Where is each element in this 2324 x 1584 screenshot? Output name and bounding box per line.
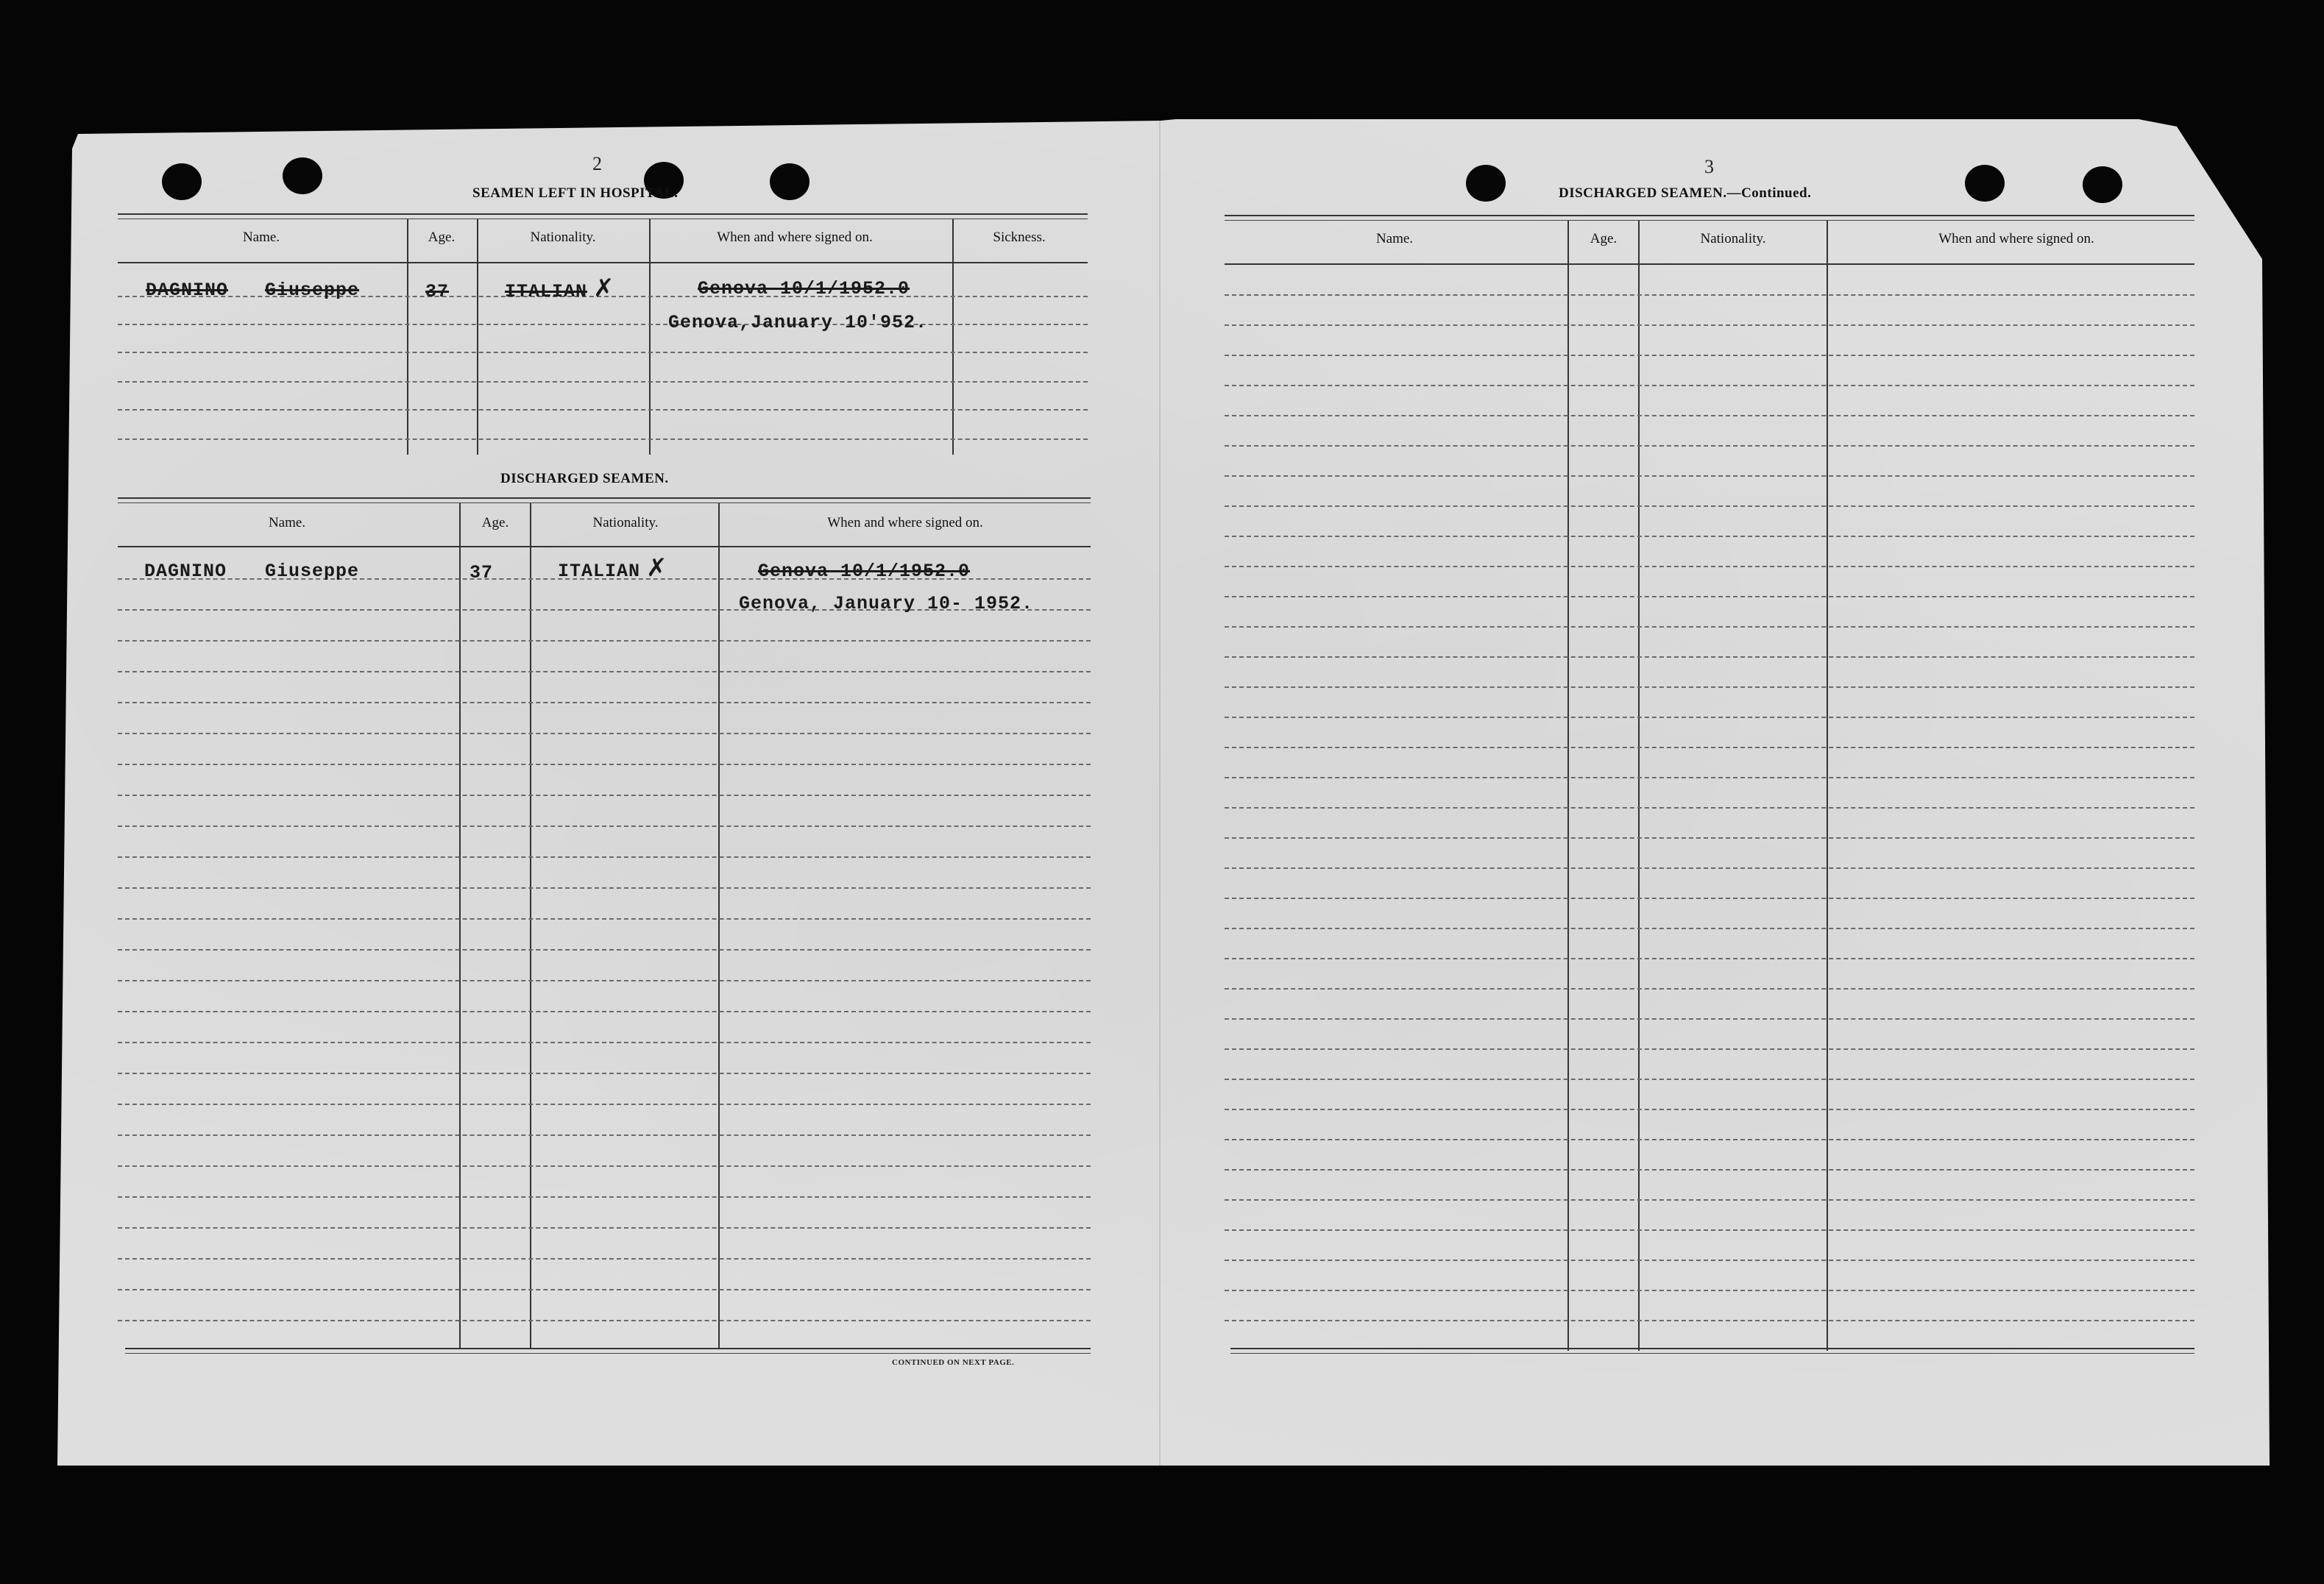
x-mark: ✗ [593,274,614,303]
row-line [1225,837,2194,839]
table-rule [125,1348,1091,1349]
column-divider [407,219,408,455]
document-sheet [57,119,2270,1466]
row-line [118,1073,1091,1074]
row-line [118,1289,1091,1290]
column-header-name: Name. [268,515,306,530]
page-fold [1159,119,1161,1466]
row-line [1225,1139,2194,1140]
hospital-entry-name: DAGNINO [146,280,229,301]
row-line [118,887,1091,889]
row-line [118,409,1088,411]
column-header-signed-on: When and where signed on. [827,515,983,530]
row-line [1225,294,2194,296]
row-line [1225,867,2194,869]
row-line [118,1320,1091,1321]
x-mark: ✗ [646,553,667,583]
row-line [1225,1260,2194,1261]
row-line [1225,1199,2194,1201]
hospital-entry-signed-on: Genova,January 10'952. [668,312,928,333]
row-line [1225,898,2194,899]
page-number: 2 [592,153,602,174]
discharged-entry-given-name: Giuseppe [265,561,360,582]
punch-hole [1965,165,2005,202]
row-line [118,856,1091,858]
row-line [118,324,1088,325]
column-divider [718,503,720,1348]
row-line [118,764,1091,765]
row-line [118,702,1091,703]
column-header-age: Age. [481,515,509,530]
row-line [118,1042,1091,1043]
row-line [118,1227,1091,1229]
row-line [1225,415,2194,416]
table-rule [1225,220,2194,221]
row-line [1225,1079,2194,1080]
row-line [118,1134,1091,1136]
row-line [1225,1320,2194,1321]
column-header-signed-on: When and where signed on. [717,230,873,245]
row-line [118,671,1091,672]
discharged-entry-signed-on: Genova, January 10- 1952. [739,593,1034,614]
row-line [1225,656,2194,658]
row-line [118,1165,1091,1167]
table-rule [1225,263,2194,265]
column-header-signed-on: When and where signed on. [1938,231,2094,246]
column-header-sickness: Sickness. [993,230,1046,245]
row-line [1225,717,2194,718]
hospital-entry-signed-on-struck: Genova 10/1/1952.0 [698,278,910,299]
row-line [1225,445,2194,447]
row-line [118,949,1091,951]
column-header-name: Name. [242,230,280,245]
table-rule [125,1353,1091,1354]
row-line [1225,536,2194,537]
row-line [1225,1109,2194,1110]
column-header-nationality: Nationality. [592,515,659,530]
row-line [1225,1048,2194,1050]
column-header-nationality: Nationality. [1700,231,1766,246]
row-line [1225,1290,2194,1291]
row-line [1225,686,2194,688]
column-divider [477,219,478,455]
column-header-name: Name. [1375,231,1414,246]
row-line [1225,324,2194,326]
row-line [118,1011,1091,1012]
row-line [1225,988,2194,990]
column-divider [1638,221,1640,1351]
continued-footer: CONTINUED ON NEXT PAGE. [892,1358,1015,1367]
row-line [1225,1018,2194,1020]
column-divider [649,219,651,455]
discharged-entry-age: 37 [470,562,494,583]
row-line [118,640,1091,642]
row-line [1225,1229,2194,1231]
punch-hole [1466,165,1506,202]
punch-hole [283,157,322,194]
row-line [1225,807,2194,809]
row-line [118,1196,1091,1198]
row-line [118,733,1091,734]
table-rule [118,502,1091,503]
table-rule [118,546,1091,547]
row-line [1225,958,2194,959]
row-line [1225,626,2194,628]
row-line [1225,596,2194,597]
column-divider [459,503,461,1348]
table-rule [1230,1348,2194,1349]
table-rule [118,213,1088,215]
column-divider [952,219,954,455]
row-line [118,352,1088,353]
row-line [118,381,1088,383]
row-line [1225,928,2194,929]
row-line [1225,505,2194,507]
discharged-entry-nationality: ITALIAN [558,561,641,582]
row-line [118,795,1091,796]
column-divider [1827,221,1828,1351]
discharged-entry-signed-on-struck: Genova 10/1/1952.0 [758,561,971,582]
hospital-entry-nationality: ITALIAN [505,281,588,302]
row-line [1225,747,2194,748]
row-line [1225,355,2194,356]
page-number: 3 [1704,156,1714,177]
column-header-age: Age. [428,230,456,245]
hospital-entry-given-name: Giuseppe [265,280,360,301]
column-header-age: Age. [1590,231,1618,246]
table-rule [118,497,1091,499]
row-line [1225,566,2194,567]
row-line [1225,385,2194,386]
row-line [118,1104,1091,1105]
row-line [1225,475,2194,477]
table-rule [1230,1353,2194,1354]
row-line [118,438,1088,440]
row-line [118,980,1091,981]
discharged-section-title: DISCHARGED SEAMEN. [500,471,669,486]
row-line [1225,777,2194,778]
column-divider [530,503,531,1348]
table-rule [118,262,1088,263]
row-line [1225,1169,2194,1171]
hospital-entry-age: 37 [425,281,450,302]
row-line [118,918,1091,920]
punch-hole [2083,166,2122,203]
hospital-section-title: SEAMEN LEFT IN HOSPITAL. [472,185,679,201]
row-line [118,1258,1091,1260]
column-header-nationality: Nationality. [530,230,596,245]
column-divider [1567,221,1569,1351]
table-rule [1225,215,2194,216]
punch-hole [162,163,202,200]
discharged-continued-title: DISCHARGED SEAMEN.—Continued. [1559,185,1812,201]
discharged-entry-name: DAGNINO [144,561,227,582]
row-line [118,825,1091,827]
punch-hole [770,163,809,200]
